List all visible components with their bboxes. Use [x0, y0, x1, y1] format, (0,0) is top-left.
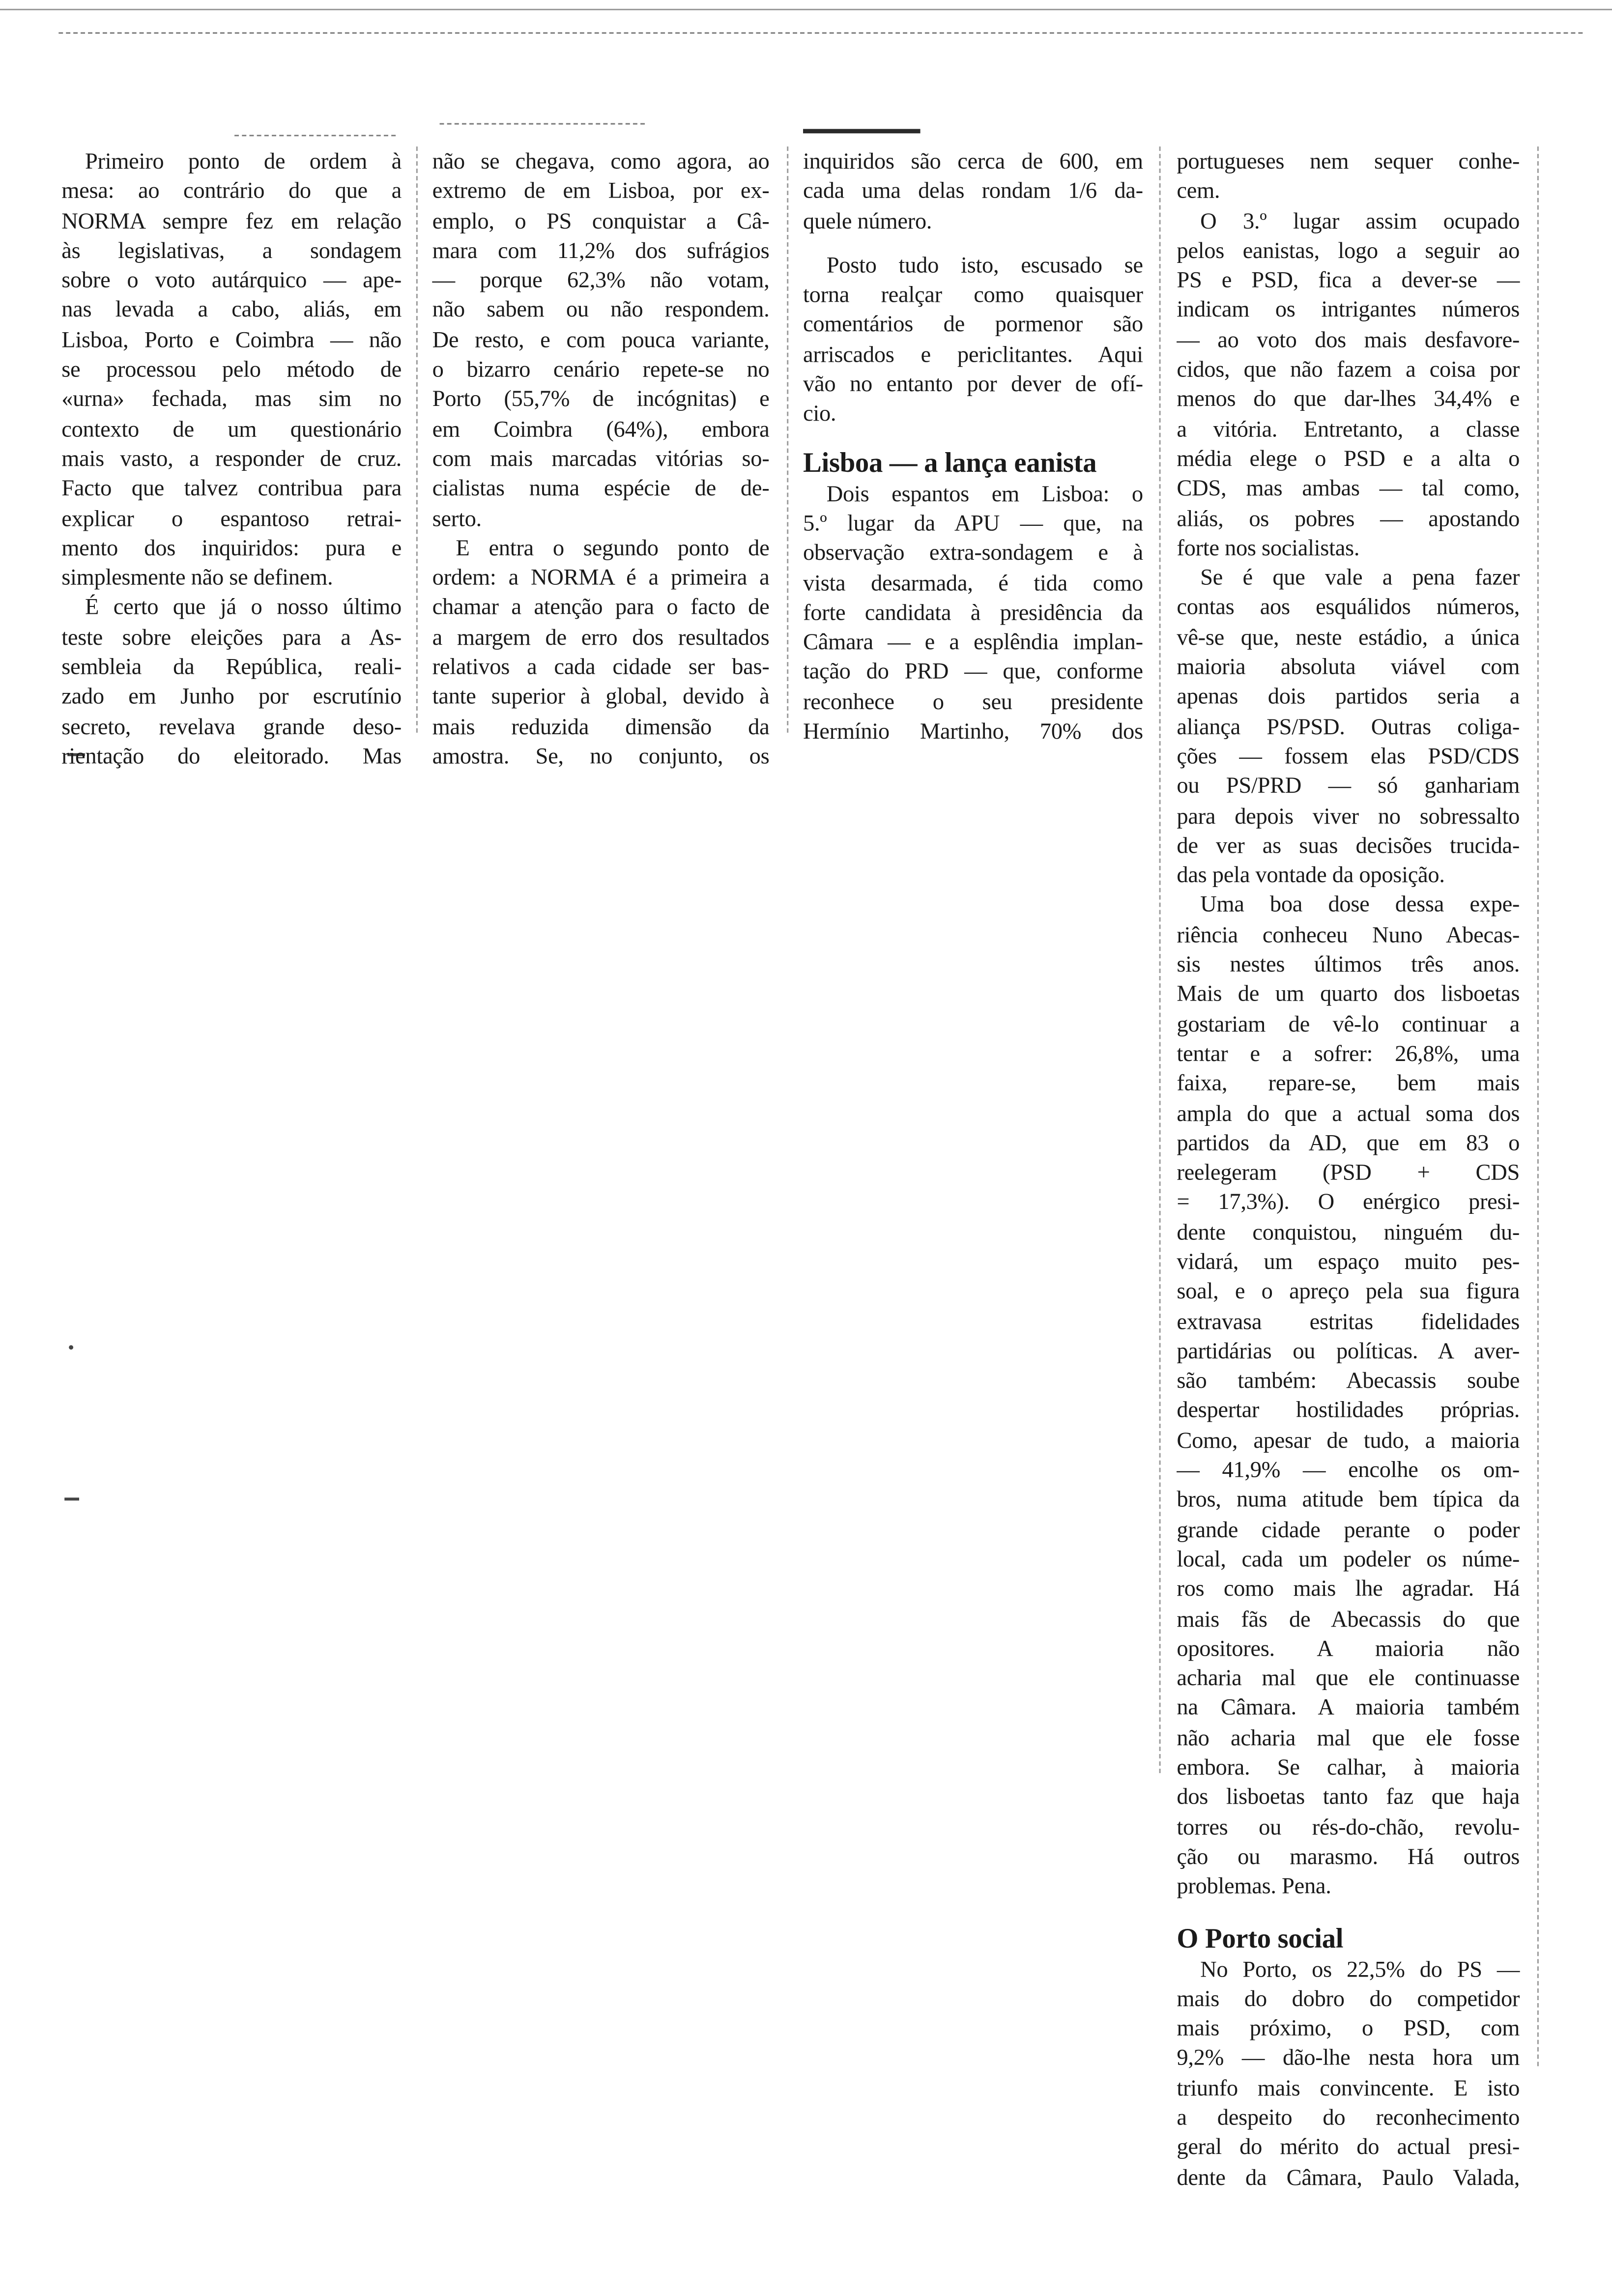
text-line: forte candidata à presidência da [803, 601, 1143, 626]
text-line: Mais de um quarto dos lisboetas [1177, 982, 1520, 1007]
text-line: ções — fossem elas PSD/CDS [1177, 744, 1520, 770]
column-3-top-bar [803, 129, 921, 133]
text-line: cidos, que não fazem a coisa por [1177, 357, 1520, 383]
text-line: vista desarmada, é tida como [803, 571, 1143, 596]
text-line: extravasa estritas fidelidades [1177, 1309, 1520, 1335]
text-line: o bizarro cenário repete-se no [432, 357, 770, 383]
text-line: Como, apesar de tudo, a maioria [1177, 1428, 1520, 1454]
text-line: são também: Abecassis soube [1177, 1369, 1520, 1394]
text-line: vê-se que, neste estádio, a única [1177, 625, 1520, 651]
text-line: mesa: ao contrário do que a [61, 179, 402, 204]
text-line: gostariam de vê-lo continuar a [1177, 1012, 1520, 1037]
text-line: apenas dois partidos seria a [1177, 685, 1520, 710]
text-line: chamar a atenção para o facto de [432, 595, 770, 621]
text-line: faixa, repare-se, bem mais [1177, 1071, 1520, 1096]
text-line: ampla do que a actual soma dos [1177, 1101, 1520, 1126]
margin-speck [69, 1345, 73, 1349]
text-line: ros como mais lhe agradar. Há [1177, 1577, 1520, 1602]
paragraph [1177, 148, 1520, 207]
text-line: — ao voto dos mais desfavore- [1177, 328, 1520, 353]
text-line: a vitória. Entretanto, a classe [1177, 417, 1520, 442]
margin-mark [64, 1497, 79, 1500]
paragraph [1177, 207, 1520, 564]
text-line: a margem de erro dos resultados [432, 625, 770, 651]
paragraph [1177, 891, 1520, 1903]
text-line: ou PS/PRD — só ganhariam [1177, 774, 1520, 799]
column-2-top-dashes [440, 123, 645, 124]
text-line: amostra. Se, no conjunto, os [432, 744, 770, 770]
text-line: despertar hostilidades próprias. [1177, 1399, 1520, 1424]
text-line: contas aos esquálidos números, [1177, 595, 1520, 621]
paragraph [432, 535, 770, 773]
column-separator [787, 146, 788, 733]
text-line: contexto de um questionário [61, 417, 402, 442]
column-1-top-dashes [234, 135, 396, 136]
text-line: não se chegava, como agora, ao [432, 149, 770, 174]
paragraph [61, 148, 402, 594]
text-line: No Porto, os 22,5% do PS — [1200, 1957, 1520, 1982]
paragraph [803, 252, 1143, 430]
text-line: ordem: a NORMA é a primeira a [432, 566, 770, 591]
column-separator [1159, 146, 1161, 1773]
text-line: serto. [432, 506, 482, 532]
text-line: maioria absoluta viável com [1177, 655, 1520, 680]
text-line: tante superior à global, devido à [432, 685, 770, 710]
text-line: Câmara — e a esplêndia implan- [803, 630, 1143, 656]
text-line: Se é que vale a pena fazer [1200, 566, 1520, 591]
top-edge-dashes [58, 32, 1583, 34]
text-line: mara com 11,2% dos sufrágios [432, 238, 770, 264]
text-line: local, cada um podeler os núme- [1177, 1547, 1520, 1573]
text-line: secreto, revelava grande deso- [61, 715, 402, 740]
text-line: Primeiro ponto de ordem à [85, 149, 402, 174]
text-line: aliás, os pobres — apostando [1177, 506, 1520, 532]
text-line: = 17,3%). O enérgico presi- [1177, 1190, 1520, 1216]
right-margin-line [1537, 146, 1539, 2066]
text-line: «urna» fechada, mas sim no [61, 387, 402, 413]
text-line: 9,2% — dão-lhe nesta hora um [1177, 2046, 1520, 2071]
text-line: 5.º lugar da APU — que, na [803, 511, 1143, 537]
text-line: relativos a cada cidade ser bas- [432, 655, 770, 680]
text-line: cio. [803, 402, 836, 427]
text-line: cialistas numa espécie de de- [432, 476, 770, 502]
text-line: grande cidade perante o poder [1177, 1518, 1520, 1543]
text-line: menos do que dar-lhes 34,4% e [1177, 387, 1520, 413]
text-line: Hermínio Martinho, 70% dos [803, 719, 1143, 745]
text-line: Porto (55,7% de incógnitas) e [432, 387, 770, 413]
text-line: pelos eanistas, logo a seguir ao [1177, 238, 1520, 264]
text-line: arriscados e periclitantes. Aqui [803, 343, 1143, 368]
text-line: não acharia mal que ele fosse [1177, 1725, 1520, 1751]
text-line: bros, numa atitude bem típica da [1177, 1488, 1520, 1513]
text-line: forte nos socialistas. [1177, 536, 1360, 561]
text-line: CDS, mas ambas — tal como, [1177, 476, 1520, 502]
text-line: mais vasto, a responder de cruz. [61, 447, 402, 472]
text-line: não sabem ou não respondem. [432, 298, 770, 323]
text-line: às legislativas, a sondagem [61, 238, 402, 264]
text-line: reelegeram (PSD + CDS [1177, 1160, 1520, 1186]
paragraph [803, 148, 1143, 237]
paragraph [432, 148, 770, 535]
text-line: nas levada a cabo, aliás, em [61, 298, 402, 323]
text-line: riência conheceu Nuno Abecas- [1177, 922, 1520, 948]
text-line: opositores. A maioria não [1177, 1636, 1520, 1662]
text-line: dente da Câmara, Paulo Valada, [1177, 2165, 1520, 2190]
text-line: dos lisboetas tanto faz que haja [1177, 1785, 1520, 1810]
text-line: O 3.º lugar assim ocupado [1200, 209, 1520, 234]
text-line: rientação do eleitorado. Mas [61, 744, 402, 770]
top-edge-rule [0, 9, 1612, 10]
section-heading-lisboa: Lisboa — a lança eanista [803, 448, 1097, 479]
text-line: simplesmente não se definem. [61, 566, 333, 591]
text-line: se processou pelo método de [61, 357, 402, 383]
text-line: inquiridos são cerca de 600, em [803, 149, 1143, 174]
column-2 [432, 148, 770, 773]
text-line: torres ou rés-do-chão, revolu- [1177, 1815, 1520, 1840]
text-line: a despeito do reconhecimento [1177, 2105, 1520, 2131]
text-line: Posto tudo isto, escusado se [826, 253, 1143, 279]
text-line: acharia mal que ele continuasse [1177, 1666, 1520, 1692]
text-line: média elege o PSD e a alta o [1177, 447, 1520, 472]
text-line: geral do mérito do actual presi- [1177, 2135, 1520, 2161]
text-line: comentários de pormenor são [803, 313, 1143, 338]
text-line: De resto, e com pouca variante, [432, 328, 770, 353]
text-line: mais do dobro do competidor [1177, 1986, 1520, 2012]
text-line: mento dos inquiridos: pura e [61, 536, 402, 561]
text-line: zado em Junho por escrutínio [61, 685, 402, 710]
text-line: para depois viver no sobressalto [1177, 804, 1520, 829]
text-line: triunfo mais convincente. E isto [1177, 2076, 1520, 2101]
text-line: cada uma delas rondam 1/6 da- [803, 179, 1143, 204]
text-line: vidará, um espaço muito pes- [1177, 1250, 1520, 1275]
text-line: cem. [1177, 179, 1220, 204]
text-line: torna realçar como quaisquer [803, 283, 1143, 308]
paragraph [1177, 564, 1520, 891]
text-line: com mais marcadas vitórias so- [432, 447, 770, 472]
text-line: aliança PS/PSD. Outras coliga- [1177, 715, 1520, 740]
section-heading-porto: O Porto social [1177, 1923, 1344, 1954]
text-line: Dois espantos em Lisboa: o [826, 482, 1143, 507]
text-line: embora. Se calhar, à maioria [1177, 1755, 1520, 1780]
text-line: dente conquistou, ninguém du- [1177, 1220, 1520, 1245]
text-line: problemas. Pena. [1177, 1874, 1331, 1900]
paragraph [803, 480, 1143, 748]
text-line: Uma boa dose dessa expe- [1200, 893, 1520, 918]
text-line: tentar e a sofrer: 26,8%, uma [1177, 1041, 1520, 1067]
text-line: Facto que talvez contribua para [61, 476, 402, 502]
text-line: mais próximo, o PSD, com [1177, 2016, 1520, 2041]
text-line: tação do PRD — que, conforme [803, 660, 1143, 685]
column-3 [803, 148, 1143, 748]
text-line: mais fãs de Abecassis do que [1177, 1607, 1520, 1632]
text-line: partidos da AD, que em 83 o [1177, 1131, 1520, 1156]
column-4 [1177, 148, 1520, 2193]
text-line: teste sobre eleições para a As- [61, 625, 402, 651]
text-line: ção ou marasmo. Há outros [1177, 1844, 1520, 1870]
text-line: indicam os intrigantes números [1177, 298, 1520, 323]
text-line: emplo, o PS conquistar a Câ- [432, 209, 770, 234]
text-line: portugueses nem sequer conhe- [1177, 149, 1520, 174]
text-line: — 41,9% — encolhe os om- [1177, 1458, 1520, 1483]
text-line: sobre o voto autárquico — ape- [61, 268, 402, 293]
text-line: vão no entanto por dever de ofí- [803, 372, 1143, 398]
text-line: NORMA sempre fez em relação [61, 209, 402, 234]
text-line: É certo que já o nosso último [85, 595, 402, 621]
column-1 [61, 148, 402, 773]
column-separator [416, 146, 418, 733]
paragraph [61, 594, 402, 773]
text-line: mais reduzida dimensão da [432, 715, 770, 740]
text-line: sembleia da República, reali- [61, 655, 402, 680]
text-line: E entra o segundo ponto de [456, 536, 770, 561]
text-line: observação extra-sondagem e à [803, 541, 1143, 566]
text-line: PS e PSD, fica a dever-se — [1177, 268, 1520, 293]
text-line: partidárias ou políticas. A aver- [1177, 1339, 1520, 1364]
text-line: quele número. [803, 209, 932, 234]
text-line: reconhece o seu presidente [803, 689, 1143, 715]
text-line: extremo de em Lisboa, por ex- [432, 179, 770, 204]
text-line: soal, e o apreço pela sua figura [1177, 1279, 1520, 1305]
paragraph [1177, 1955, 1520, 2193]
text-line: de ver as suas decisões trucida- [1177, 833, 1520, 859]
text-line: sis nestes últimos três anos. [1177, 952, 1520, 977]
text-line: em Coimbra (64%), embora [432, 417, 770, 442]
text-line: explicar o espantoso retrai- [61, 506, 402, 532]
text-line: — porque 62,3% não votam, [432, 268, 770, 293]
text-line: na Câmara. A maioria também [1177, 1696, 1520, 1721]
text-line: Lisboa, Porto e Coimbra — não [61, 328, 402, 353]
text-line: das pela vontade da oposição. [1177, 863, 1445, 889]
